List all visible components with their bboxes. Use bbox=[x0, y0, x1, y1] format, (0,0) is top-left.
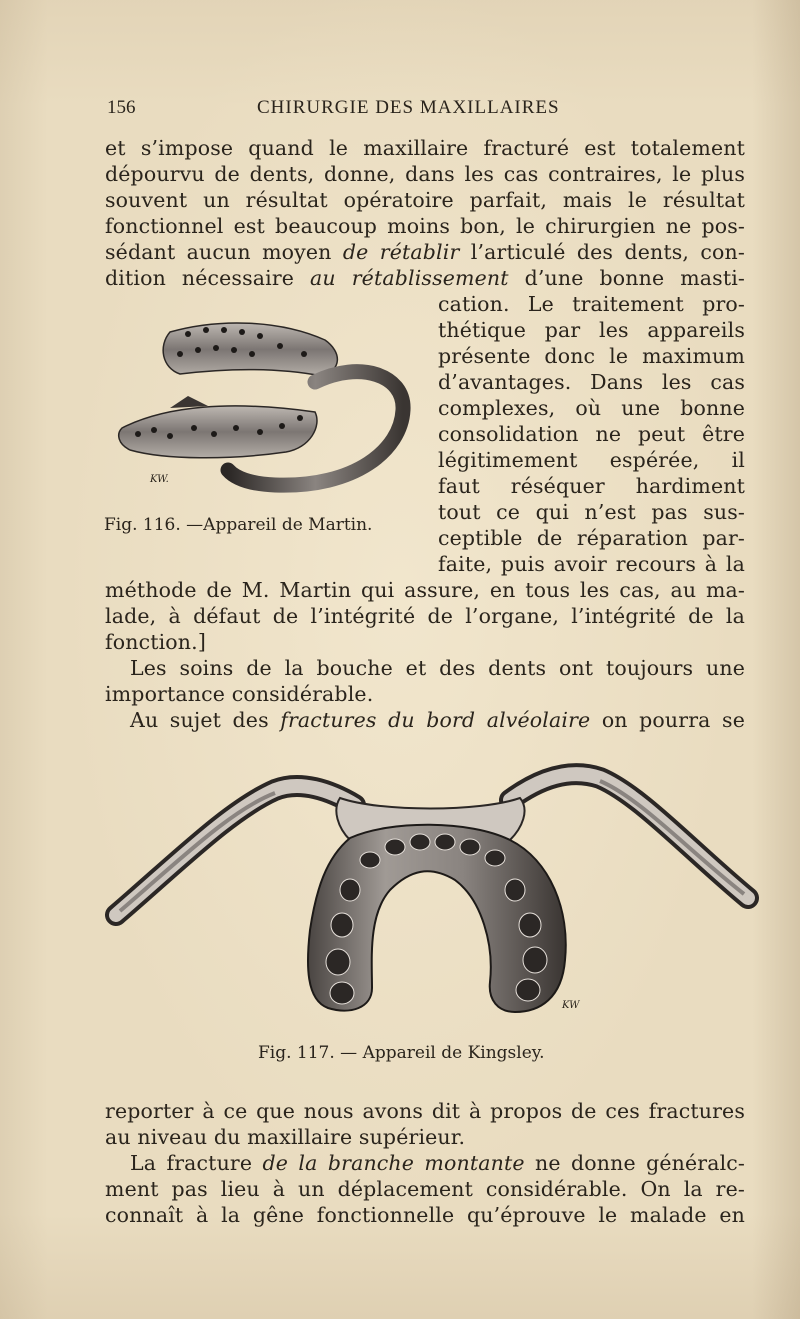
text-line: complexes, où une bonne bbox=[438, 396, 745, 420]
text-line: Au sujet des fractures du bord alvéolaire on pourra se bbox=[130, 708, 746, 732]
page-number: 156 bbox=[107, 97, 136, 118]
text-line: lade, à défaut de l’intégrité de l’organe, l’intégrité de la bbox=[105, 604, 745, 628]
text-line: ment pas lieu à un déplacement considérable. On la re- bbox=[105, 1177, 745, 1201]
italic-phrase: au rétablissement bbox=[310, 266, 509, 290]
artist-mark-117: KW bbox=[562, 1000, 580, 1011]
text-line: La fracture de la branche montante ne donne généralc- bbox=[130, 1151, 746, 1175]
running-title: CHIRURGIE DES MAXILLAIRES bbox=[257, 97, 560, 118]
text-line: cation. Le traitement pro- bbox=[438, 292, 745, 316]
figure-116-caption: Fig. 116. —Appareil de Martin. bbox=[104, 515, 373, 535]
text-line: d’avantages. Dans les cas bbox=[438, 370, 745, 394]
text-line: tout ce qui n’est pas sus- bbox=[438, 500, 745, 524]
text-line: consolidation ne peut être bbox=[438, 422, 745, 446]
text-line: ceptible de réparation par- bbox=[438, 526, 745, 550]
text-line: dition nécessaire au rétablissement d’une bonne masti- bbox=[105, 266, 745, 290]
text-line: fonction.] bbox=[105, 630, 206, 654]
text-line: faut réséquer hardiment bbox=[438, 474, 745, 498]
text-line: thétique par les appareils bbox=[438, 318, 745, 342]
italic-phrase: de rétablir bbox=[342, 240, 460, 264]
figure-117-caption: Fig. 117. — Appareil de Kingsley. bbox=[258, 1043, 545, 1063]
text-line: au niveau du maxillaire supérieur. bbox=[105, 1125, 466, 1149]
text-line: méthode de M. Martin qui assure, en tous les cas, au ma- bbox=[105, 578, 745, 602]
text-line: souvent un résultat opératoire parfait, mais le résultat bbox=[105, 188, 745, 212]
text-line: dépourvu de dents, donne, dans les cas contraires, le plus bbox=[105, 162, 745, 186]
artist-mark-116: KW. bbox=[150, 474, 169, 485]
figure-117-illustration bbox=[110, 750, 755, 1030]
italic-phrase: de la branche montante bbox=[262, 1151, 525, 1175]
text-line: importance considérable. bbox=[105, 682, 374, 706]
text-line: légitimement espérée, il bbox=[438, 448, 745, 472]
text-line: connaît à la gêne fonctionnelle qu’éprouve le malade en bbox=[105, 1203, 745, 1227]
text-line: présente donc le maximum bbox=[438, 344, 745, 368]
italic-phrase: fractures du bord alvéolaire bbox=[280, 708, 591, 732]
figure-116-illustration bbox=[110, 310, 420, 500]
text-line: sédant aucun moyen de rétablir l’articulé des dents, con- bbox=[105, 240, 745, 264]
text-line: Les soins de la bouche et des dents ont toujours une bbox=[130, 656, 745, 680]
text-line: et s’impose quand le maxillaire fracturé est totalement bbox=[105, 136, 745, 160]
text-line: faite, puis avoir recours à la bbox=[438, 552, 745, 576]
text-line: fonctionnel est beaucoup moins bon, le chirurgien ne pos- bbox=[105, 214, 745, 238]
text-line: reporter à ce que nous avons dit à propos de ces fractures bbox=[105, 1099, 745, 1123]
